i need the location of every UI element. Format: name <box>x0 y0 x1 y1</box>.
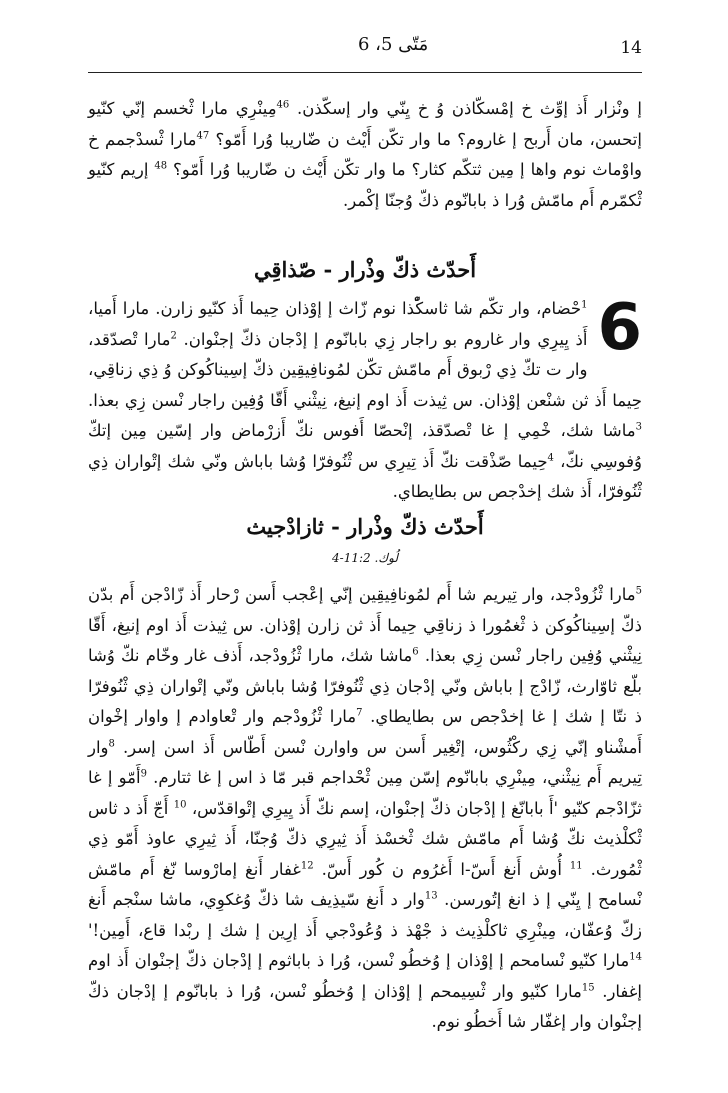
verse-number: 7 <box>356 707 363 719</box>
verse-number: 15 <box>581 982 595 993</box>
page-number: 14 <box>620 38 642 58</box>
section-one-paragraph <box>88 291 642 508</box>
running-title: مَتّی 5، 6 <box>358 34 429 55</box>
chapter-number: 6 <box>597 291 642 365</box>
header-rule <box>88 72 642 73</box>
paragraph-text: $^5$مارا ثْزُودْجد، وار تِيريم شا أَم لمُونافِيقِين إنّي إعْجب أَسن رْحار أَذ زّادْجن أَم بدّن ذكّ إسِيناكُوكن ذ ثْغمُورا ذ زناقِي حِيما أَذ ثن زارن إوْذان. س ثِيذت أَذ اوم إنيغ، أَقّا نِيثْني وُفِين راجار نْسن زِي بعذا. $^6$ماشا شك، مارا ثْزُودْجد، أَذف غار وخّام نكّ وُشا بلّع ثاوّارث، زّادْج إ باباش ونّي إدْجان ذِي ثْنُوفرّا وُشا باباش ونّي إتْواران ذِي ثْنُوفرّا ذ نتّا إ شك إ غا إخدْجص س بطايطاي. $^7$مارا ثْزُودْجم وار تْعاوادم إ واوار إخْوان أَمشْناو إنّي زِي ركْثُوس، إتْغِير أَسن س واوارن نْسن أَطّاس أَذ اسن إسر. $^8$وار تِيريم أَم نِيثْني، مِينْرِي بابانّوم إسّن مِين ثْحْداجم قبر مّا ذ اس إ غا ثتارم. $^9$أَمّو إ غا ثزّادْجم كنّيو 'أَ بابانّغ إ إدْجان ذكّ إجنْوان، إسم نكّ أَذ يِيرِي إتْواقدّس، $^{10}$ أَجّ أَذ د ثاس ثْكلْذيث نكّ وُشا أَم مامّش شك ثْخسْذ أَذ ثِيرِي ذكّ وُجنّا، أَذ ثِيرِي عاوذ أَمّو ذِي ثْمُورث. $^{11}$ أُوش أَنغ أَسّ-ا أَغرُوم ن كُور أَسّ. $^{12}$غفار أَنغ إمارْوسا نّغ أَم مامّش نْسامح إ يِنّي إ ذ انغ إتُورسن. $^{13}$وار د أَنغ سّيذِيف شا ذكّ وُغكوِي، ماشا سنْجم أَنغ زكّ وُعفّان، مِينْرِي ثاكلْذِيث ذ جْهْذ ذ وُعُودْجي أَذ إرِين إ شك إ ربْدا قاع، أَمِين!' $^{14}$مارا كنّيو نْسامحم إ إوْذان إ وُخطُو نْسن، وُرا ذ باباثوم إ إدْجان ذكّ إجنْوان أَذ اوم إغفار. $^{15}$مارا كنّيو وار ثْسِيمحم إ إوْذان إ وُخطُو نْسن، وُرا ذ بابانّوم إ إدْجان ذكّ إجنْوان وار إغفّار شا أَخطُو نوم. <box>88 585 642 1031</box>
verse-number: 9 <box>140 768 147 780</box>
paragraph-text: إ ونْزار أَذ إوِّث خ إمْسكّاذن وُ خ يِنّي وار إسكّذن. $^{46}$مِينْرِي مارا ثْخسم إنّي كنّيو إتحسن، مان أَربح إ غاروم؟ ما وار تكّن أَيْث ن ضّاريبا وُرا أَمّو؟ $^{47}$مارا ثْسدْجمم خ واوْماث نوم واها إ مِين ثتكّم كثار؟ ما وار تكّن أَيْث ن ضّاريبا وُرا أَمّو؟ $^{48}$ إريم كنّيو ثْكمّرم أَم مامّش وُرا ذ بابانّوم ذكّ وُجنّا إكْمر. <box>88 99 642 210</box>
cross-reference: لُوك. 11:2-4 <box>331 551 399 565</box>
running-head <box>88 34 642 66</box>
paragraph-text: 6 $^1$حْضام، وار تكّم شا ثاسكّْذا نوم زّاث إ إوْذان حِيما أَذ كنّيو زارن. مارا أَميا، أَذ يِيرِي وار غاروم بو راجار زِي بابانّوم إ إدْجان ذكّ إجنْوان. $^2$مارا تْصدّقد، وار ت تكّ ذِي رْبوق أَم مامّش تكّن لمُونافِيقِين ذكّ إسِيناكُوكن وُ ذِي زناقِي، حِيما أَذ ثن شنْعن إوْذان. س ثِيذت أَذ اوم إنيغ، نِيثْني أَقّا وُفِين راجار نْسن زِي بعذا. $^3$ماشا شك، خْمِي إ غا تْصدّقذ، إنْحصّا أَفوس نكّ أَزرْماض وار إسّين مِين إتكّ وُفوسِي نكّ، $^4$حِيما صّذْقت نكّ أَذ تِيرِي س ثْنُوفرّا وُشا باباش ونّي شك إتْواران ذِي ثْنُوفرّا، أَذ شك إخدْجص س بطايطاي. <box>88 291 642 501</box>
verse-number: 11 <box>569 860 583 871</box>
verse-number: 10 <box>173 799 187 810</box>
verse-number: 14 <box>629 951 642 963</box>
verse-number: 13 <box>424 890 438 902</box>
verse-number: 3 <box>635 421 642 433</box>
verse-number: 8 <box>108 738 115 749</box>
verse-number: 5 <box>635 585 642 597</box>
verse-number: 6 <box>412 646 419 658</box>
verse-number: 1 <box>581 299 588 311</box>
verse-number: 46 <box>276 99 290 111</box>
carryover-paragraph <box>88 94 642 216</box>
verse-number: 2 <box>170 330 177 341</box>
section-two-paragraph <box>88 580 642 1038</box>
verse-number: 4 <box>547 452 554 463</box>
verse-number: 47 <box>196 130 210 141</box>
section-heading: أَحدّث ذكّ وذْرار - صّذاقِي <box>253 257 477 282</box>
section-heading: أَحدّث ذكّ وذْرار - ثازادْجيث <box>246 514 484 539</box>
verse-number: 12 <box>300 860 314 871</box>
verse-number: 48 <box>154 160 168 172</box>
